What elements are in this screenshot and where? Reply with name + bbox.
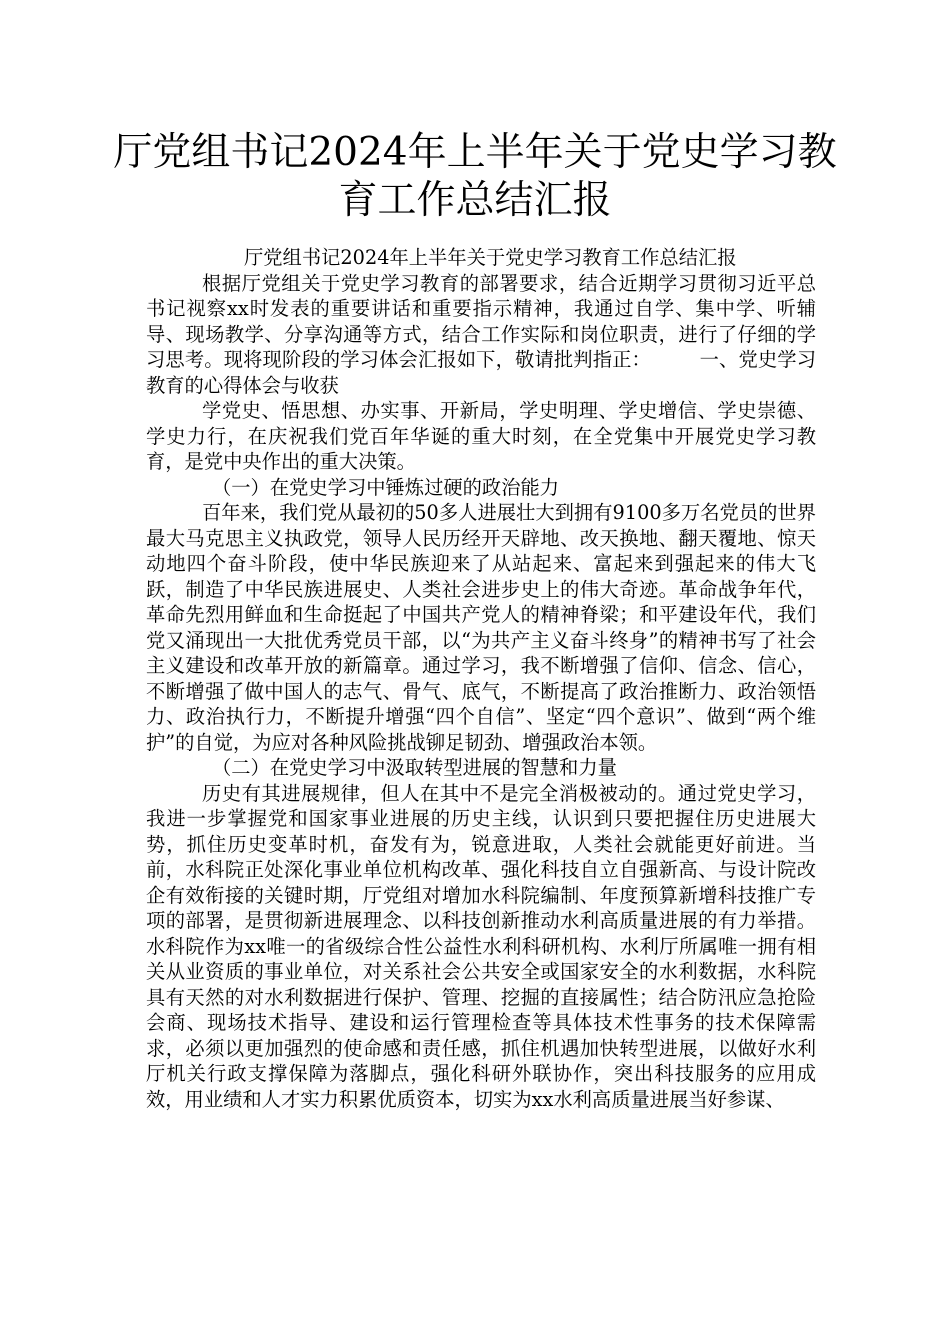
paragraph-intro: 根据厅党组关于党史学习教育的部署要求，结合近期学习贯彻习近平总书记视察xx时发表的重要讲话和重要指示精神，我通过自学、集中学、听辅导、现场教学、分享沟通等方式，结合工作实际和岗位职责，进行了仔细的学习思考。现将现阶段的学习体会汇报如下，敬请批判指正： 一、党史学习教育的心得体会与收获 <box>146 271 816 397</box>
section-heading-transformation: （二）在党史学习中汲取转型进展的智慧和力量 <box>212 756 617 779</box>
section-heading-political-ability: （一）在党史学习中锤炼过硬的政治能力 <box>212 475 560 499</box>
paragraph-study-summary: 学党史、悟思想、办实事、开新局，学史明理、学史增信、学史崇德、学史力行，在庆祝我们党百年华诞的重大时刻，在全党集中开展党史学习教育，是党中央作出的重大决策。 <box>146 399 816 473</box>
document-subtitle: 厅党组书记2024年上半年关于党史学习教育工作总结汇报 <box>244 246 737 269</box>
paragraph-political-ability: 百年来，我们党从最初的50多人进展壮大到拥有9100多万名党员的世界最大马克思主义执政党，领导人民历经开天辟地、改天换地、翻天覆地、惊天动地四个奋斗阶段，使中华民族迎来了从站起来、富起来到强起来的伟大飞跃，制造了中华民族进展史、人类社会进步史上的伟大奇迹。革命战争年代，革命先烈用鲜血和生命挺起了中国共产党人的精神脊梁；和平建设年代，我们党又涌现出一大批优秀党员干部，以“为共产主义奋斗终身”的精神书写了社会主义建设和改革开放的新篇章。通过学习，我不断增强了信仰、信念、信心，不断增强了做中国人的志气、骨气、底气，不断提高了政治推断力、政治领悟力、政治执行力，不断提升增强“四个自信”、坚定“四个意识”、做到“两个维护”的自觉，为应对各种风险挑战铆足韧劲、增强政治本领。 <box>146 501 816 754</box>
paragraph-transformation: 历史有其进展规律，但人在其中不是完全消极被动的。通过党史学习，我进一步掌握党和国家事业进展的历史主线，认识到只要把握住历史进展大势，抓住历史变革时机，奋发有为，锐意进取，人类社会就能更好前进。当前，水科院正处深化事业单位机构改革、强化科技自立自强新高、与设计院改企有效衔接的关键时期，厅党组对增加水科院编制、年度预算新增科技推广专项的部署，是贯彻新进展理念、以科技创新推动水利高质量进展的有力举措。水科院作为xx唯一的省级综合性公益性水利科研机构、水利厅所属唯一拥有相关从业资质的事业单位，对关系社会公共安全或国家安全的水利数据，水科院具有天然的对水利数据进行保护、管理、挖掘的直接属性；结合防汛应急抢险会商、现场技术指导、建设和运行管理检查等具体技术性事务的技术保障需求，必须以更加强烈的使命感和责任感，抓住机遇加快转型进展，以做好水利厅机关行政支撑保障为落脚点，强化科研外联协作，突出科技服务的应用成效，用业绩和人才实力积累优质资本，切实为xx水利高质量进展当好参谋、 <box>146 781 816 1111</box>
document-title-line-1: 厅党组书记2024年上半年关于党史学习教 <box>113 130 837 175</box>
document-title-line-2: 育工作总结汇报 <box>338 178 612 223</box>
document-body <box>146 245 816 1112</box>
